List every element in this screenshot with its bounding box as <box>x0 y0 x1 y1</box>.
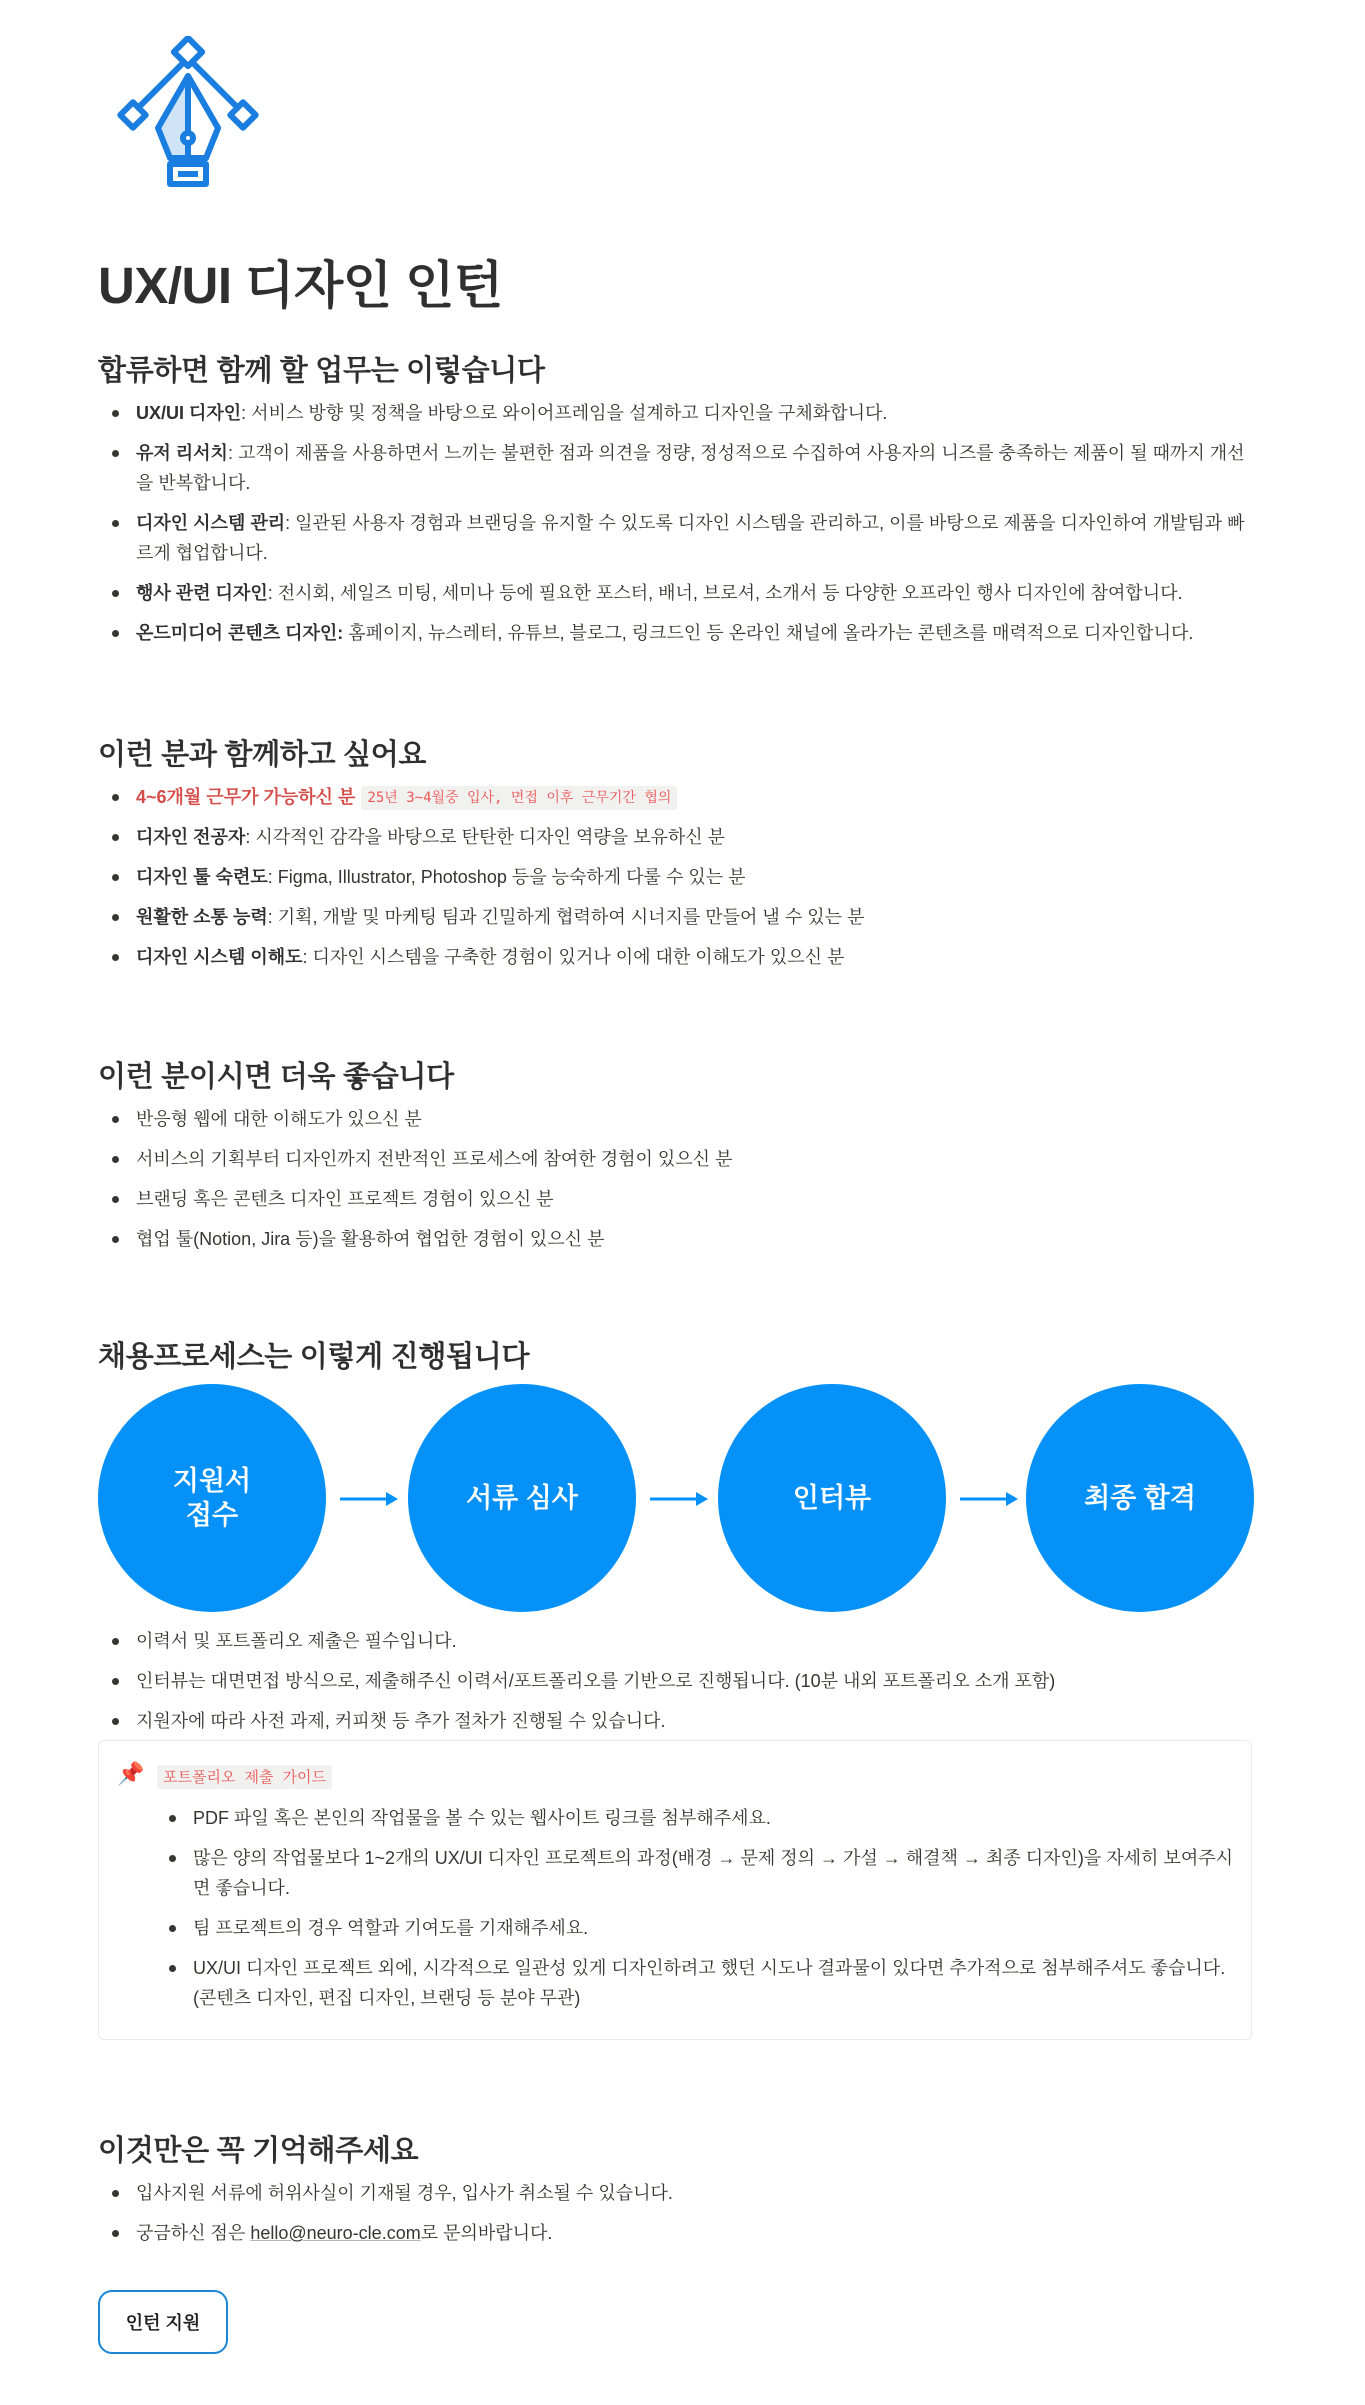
list-item: 행사 관련 디자인: 전시회, 세일즈 미팅, 세미나 등에 필요한 포스터, 배너, 브로셔, 소개서 등 다양한 오프라인 행사 디자인에 참여합니다. <box>98 578 1248 608</box>
duties-heading: 합류하면 함께 할 업무는 이렇습니다 <box>98 355 545 387</box>
pushpin-icon: 📌 <box>117 1761 145 1786</box>
list-item: 브랜딩 혹은 콘텐츠 디자인 프로젝트 경험이 있으신 분 <box>98 1184 1248 1214</box>
list-item: 지원자에 따라 사전 과제, 커피챗 등 추가 절차가 진행될 수 있습니다. <box>98 1706 1248 1736</box>
list-item: UX/UI 디자인 프로젝트 외에, 시각적으로 일관성 있게 디자인하려고 했던 시도나 결과물이 있다면 추가적으로 첨부해주셔도 좋습니다. (콘텐츠 디자인, 편집 디자인, 브랜딩 등 분야 무관) <box>155 1953 1235 2013</box>
list-item: 유저 리서치: 고객이 제품을 사용하면서 느끼는 불편한 점과 의견을 정량, 정성적으로 수집하여 사용자의 니즈를 충족하는 제품이 될 때까지 개선을 반복합니다. <box>98 438 1248 498</box>
list-item: 이력서 및 포트폴리오 제출은 필수입니다. <box>98 1626 1248 1656</box>
callout-list <box>155 1803 1235 2023</box>
list-item: 협업 툴(Notion, Jira 등)을 활용하여 협업한 경험이 있으신 분 <box>98 1224 1248 1254</box>
list-item: 팀 프로젝트의 경우 역할과 기여도를 기재해주세요. <box>155 1913 1235 1943</box>
requirements-heading: 이런 분과 함께하고 싶어요 <box>98 739 427 771</box>
process-notes <box>98 1626 1248 1746</box>
process-flow <box>98 1384 1253 1614</box>
arrow-right-icon <box>648 1490 710 1508</box>
apply-button[interactable]: 인턴 지원 <box>98 2290 228 2354</box>
process-heading: 채용프로세스는 이렇게 진행됩니다 <box>98 1341 530 1373</box>
list-item: 입사지원 서류에 허위사실이 기재될 경우, 입사가 취소될 수 있습니다. <box>98 2178 1248 2208</box>
list-item: 반응형 웹에 대한 이해도가 있으신 분 <box>98 1104 1248 1134</box>
list-item <box>98 782 1248 812</box>
notice-list <box>98 2178 1248 2258</box>
pen-tool-icon <box>108 36 264 192</box>
list-item: 디자인 시스템 이해도: 디자인 시스템을 구축한 경험이 있거나 이에 대한 이해도가 있으신 분 <box>98 942 1248 972</box>
list-item: UX/UI 디자인: 서비스 방향 및 정책을 바탕으로 와이어프레임을 설계하고 디자인을 구체화합니다. <box>98 398 1248 428</box>
list-item: 원활한 소통 능력: 기획, 개발 및 마케팅 팀과 긴밀하게 협력하여 시너지를 만들어 낼 수 있는 분 <box>98 902 1248 932</box>
list-item: 디자인 전공자: 시각적인 감각을 바탕으로 탄탄한 디자인 역량을 보유하신 분 <box>98 822 1248 852</box>
page-title: UX/UI 디자인 인턴 <box>98 257 503 314</box>
portfolio-guide-callout <box>98 1740 1252 2040</box>
list-item: 궁금하신 점은 hello@neuro-cle.com로 문의바랍니다. <box>98 2218 1248 2248</box>
callout-title: 포트폴리오 제출 가이드 <box>157 1765 332 1789</box>
list-item: 서비스의 기획부터 디자인까지 전반적인 프로세스에 참여한 경험이 있으신 분 <box>98 1144 1248 1174</box>
inline-code-note: 25년 3~4월중 입사, 면접 이후 근무기간 협의 <box>361 786 677 810</box>
process-step: 지원서 접수 <box>98 1384 326 1612</box>
list-item: 인터뷰는 대면면접 방식으로, 제출해주신 이력서/포트폴리오를 기반으로 진행됩니다. (10분 내외 포트폴리오 소개 포함) <box>98 1666 1248 1696</box>
duties-list <box>98 398 1248 658</box>
process-step: 서류 심사 <box>408 1384 636 1612</box>
process-step: 최종 합격 <box>1026 1384 1254 1612</box>
process-step: 인터뷰 <box>718 1384 946 1612</box>
highlight-text: 4~6개월 근무가 가능하신 분 <box>136 787 356 807</box>
arrow-right-icon <box>958 1490 1020 1508</box>
list-item: PDF 파일 혹은 본인의 작업물을 볼 수 있는 웹사이트 링크를 첨부해주세요. <box>155 1803 1235 1833</box>
list-item: 디자인 시스템 관리: 일관된 사용자 경험과 브랜딩을 유지할 수 있도록 디자인 시스템을 관리하고, 이를 바탕으로 제품을 디자인하여 개발팀과 빠르게 협업합니다. <box>98 508 1248 568</box>
preferred-heading: 이런 분이시면 더욱 좋습니다 <box>98 1061 454 1093</box>
email-link[interactable]: hello@neuro-cle.com <box>250 2223 421 2243</box>
requirements-list <box>98 782 1248 982</box>
arrow-right-icon <box>338 1490 400 1508</box>
preferred-list <box>98 1104 1248 1264</box>
list-item: 온드미디어 콘텐츠 디자인: 홈페이지, 뉴스레터, 유튜브, 블로그, 링크드인 등 온라인 채널에 올라가는 콘텐츠를 매력적으로 디자인합니다. <box>98 618 1248 648</box>
list-item: 많은 양의 작업물보다 1~2개의 UX/UI 디자인 프로젝트의 과정(배경 → 문제 정의 → 가설 → 해결책 → 최종 디자인)을 자세히 보여주시면 좋습니다. <box>155 1843 1235 1903</box>
list-item: 디자인 툴 숙련도: Figma, Illustrator, Photoshop 등을 능숙하게 다룰 수 있는 분 <box>98 862 1248 892</box>
notice-heading: 이것만은 꼭 기억해주세요 <box>98 2135 419 2167</box>
